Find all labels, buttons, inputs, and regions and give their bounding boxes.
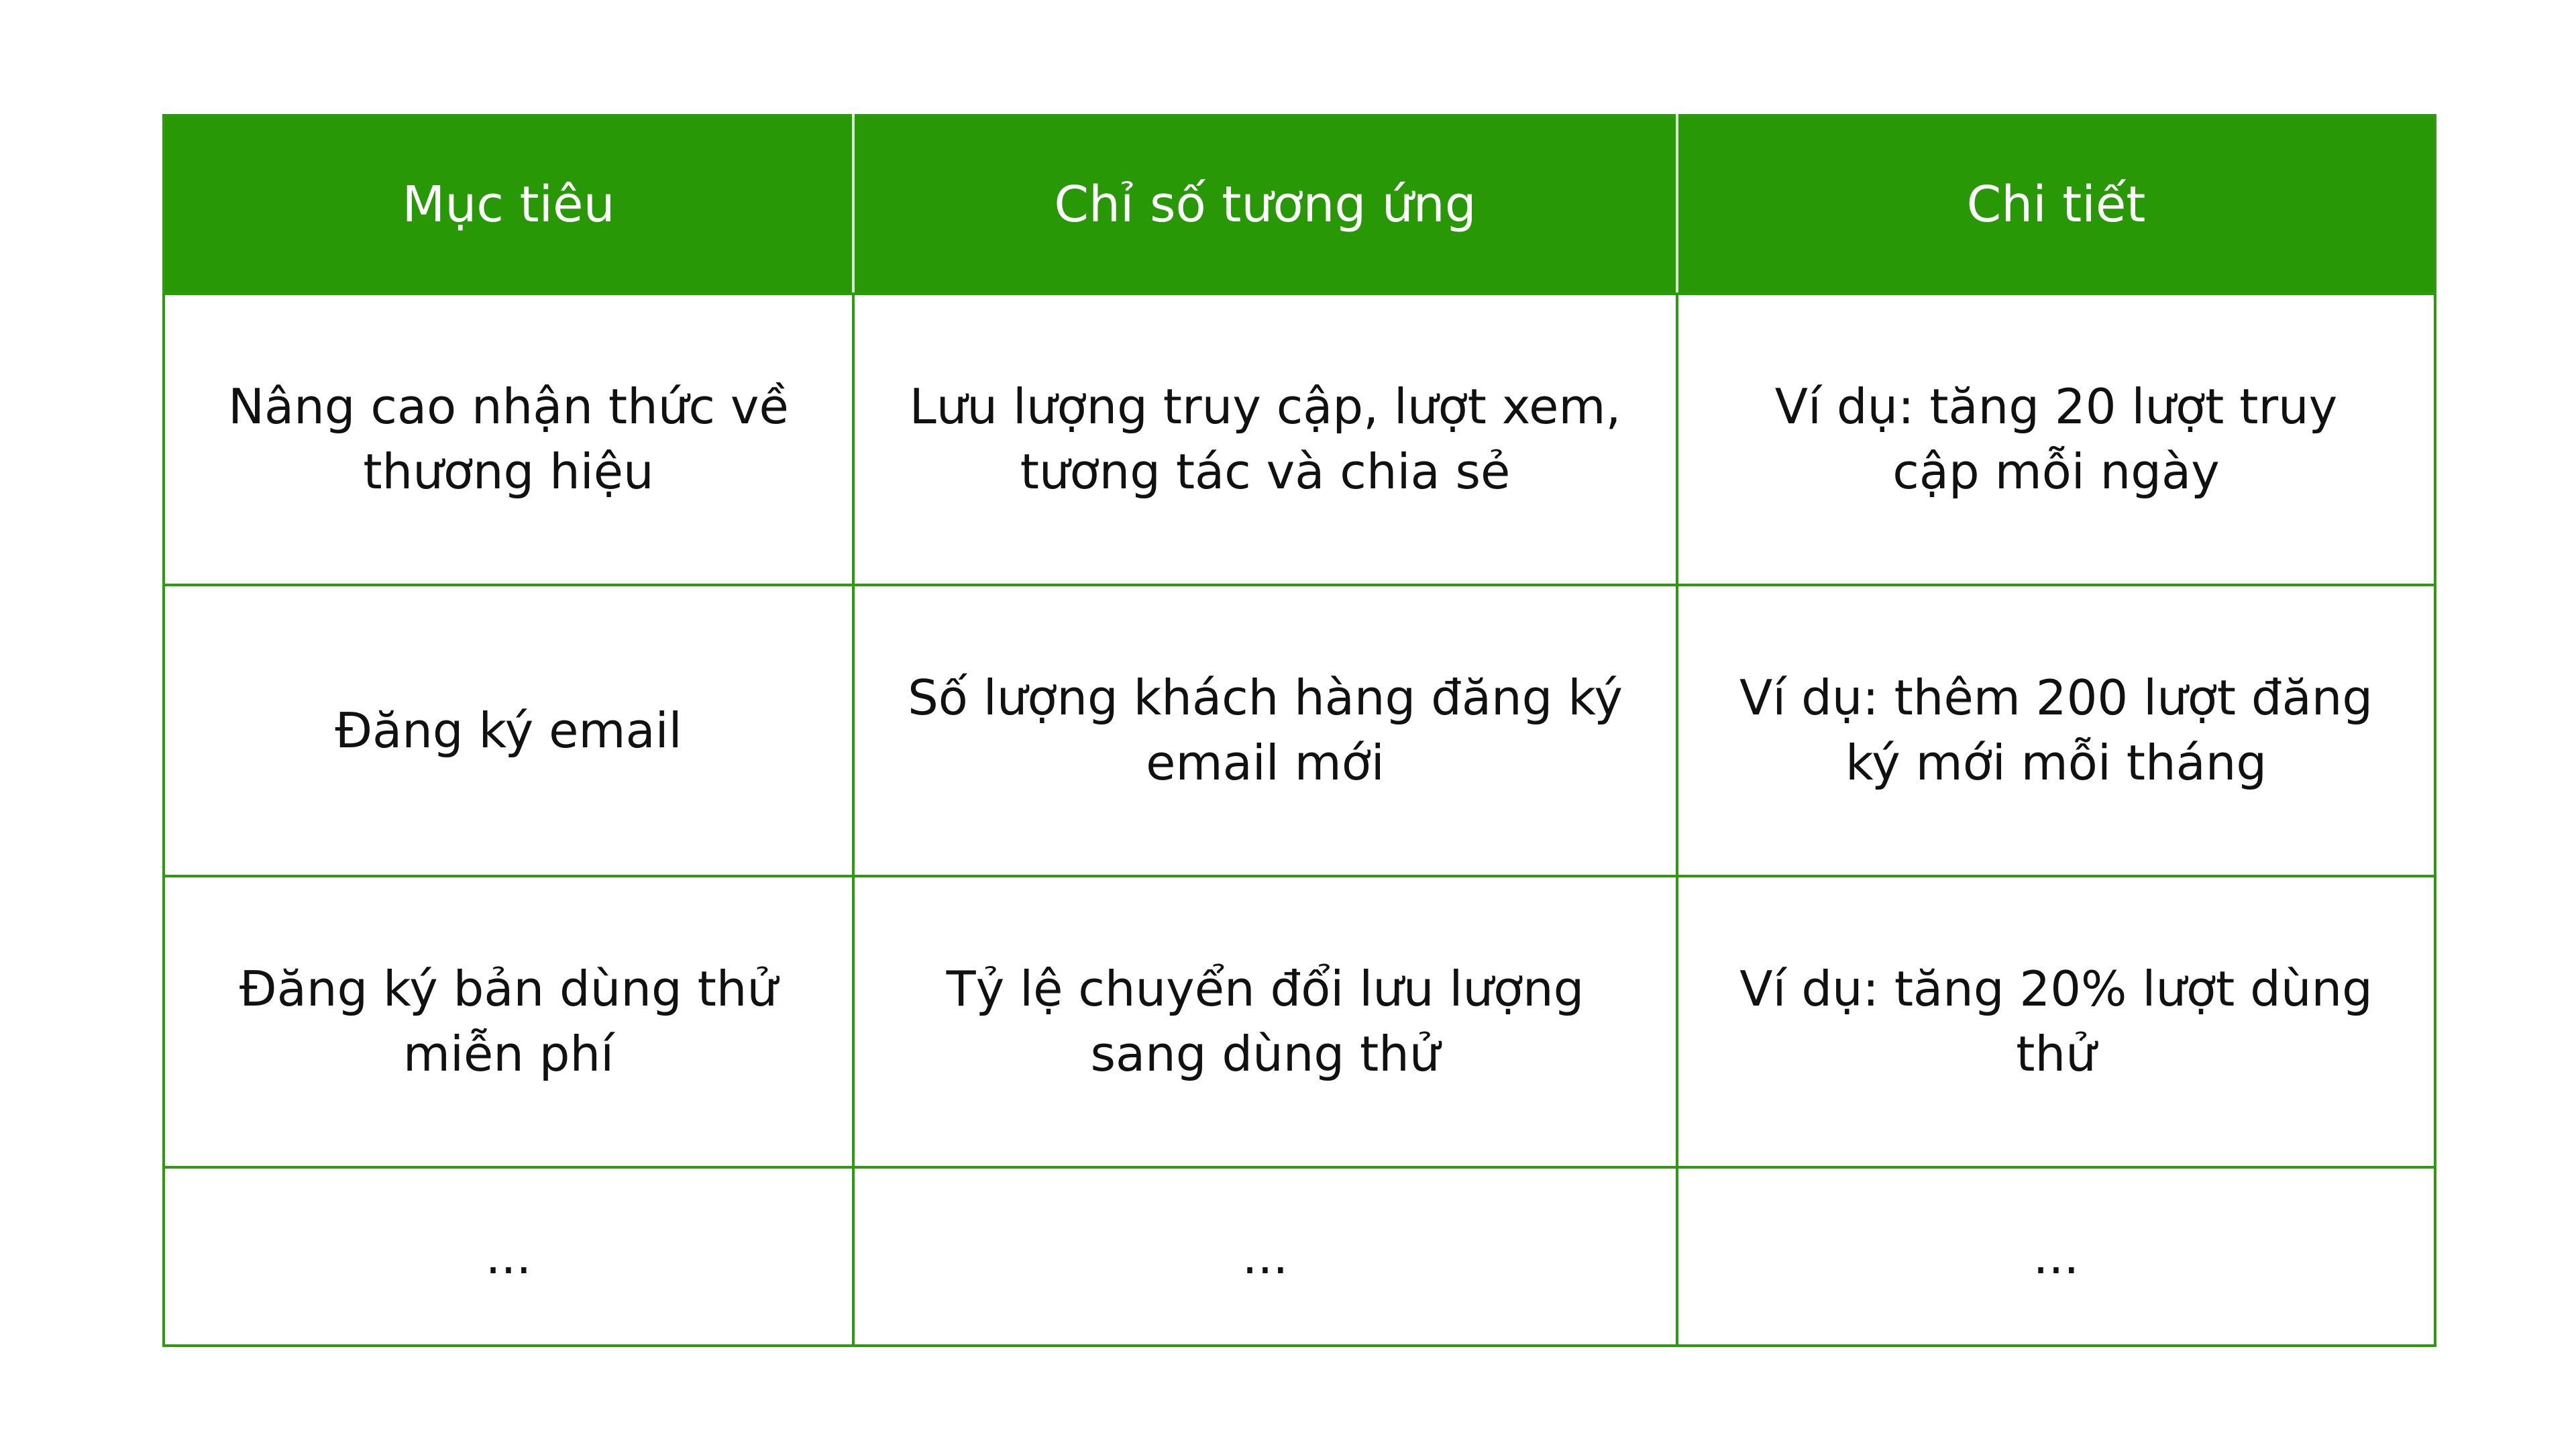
table-row bbox=[164, 1167, 2435, 1346]
table-body bbox=[164, 294, 2435, 1346]
table-row bbox=[164, 585, 2435, 876]
cell-detail: Ví dụ: tăng 20% lượt dùng thử bbox=[1677, 876, 2435, 1167]
cell-goal: Đăng ký bản dùng thử miễn phí bbox=[164, 876, 853, 1167]
header-goal: Mục tiêu bbox=[164, 115, 853, 294]
cell-goal: Nâng cao nhận thức về thương hiệu bbox=[164, 294, 853, 585]
cell-metric: ... bbox=[853, 1167, 1677, 1346]
cell-detail: Ví dụ: tăng 20 lượt truy cập mỗi ngày bbox=[1677, 294, 2435, 585]
cell-goal: Đăng ký email bbox=[164, 585, 853, 876]
cell-metric: Số lượng khách hàng đăng ký email mới bbox=[853, 585, 1677, 876]
cell-goal: ... bbox=[164, 1167, 853, 1346]
table-row bbox=[164, 876, 2435, 1167]
cell-detail: ... bbox=[1677, 1167, 2435, 1346]
table-row bbox=[164, 294, 2435, 585]
header-row bbox=[164, 115, 2435, 294]
table-header bbox=[164, 115, 2435, 294]
header-metric: Chỉ số tương ứng bbox=[853, 115, 1677, 294]
cell-metric: Tỷ lệ chuyển đổi lưu lượng sang dùng thử bbox=[853, 876, 1677, 1167]
header-detail: Chi tiết bbox=[1677, 115, 2435, 294]
cell-metric: Lưu lượng truy cập, lượt xem, tương tác và chia sẻ bbox=[853, 294, 1677, 585]
goals-metrics-table bbox=[162, 114, 2436, 1347]
cell-detail: Ví dụ: thêm 200 lượt đăng ký mới mỗi tháng bbox=[1677, 585, 2435, 876]
goals-table-container bbox=[162, 114, 2434, 1347]
